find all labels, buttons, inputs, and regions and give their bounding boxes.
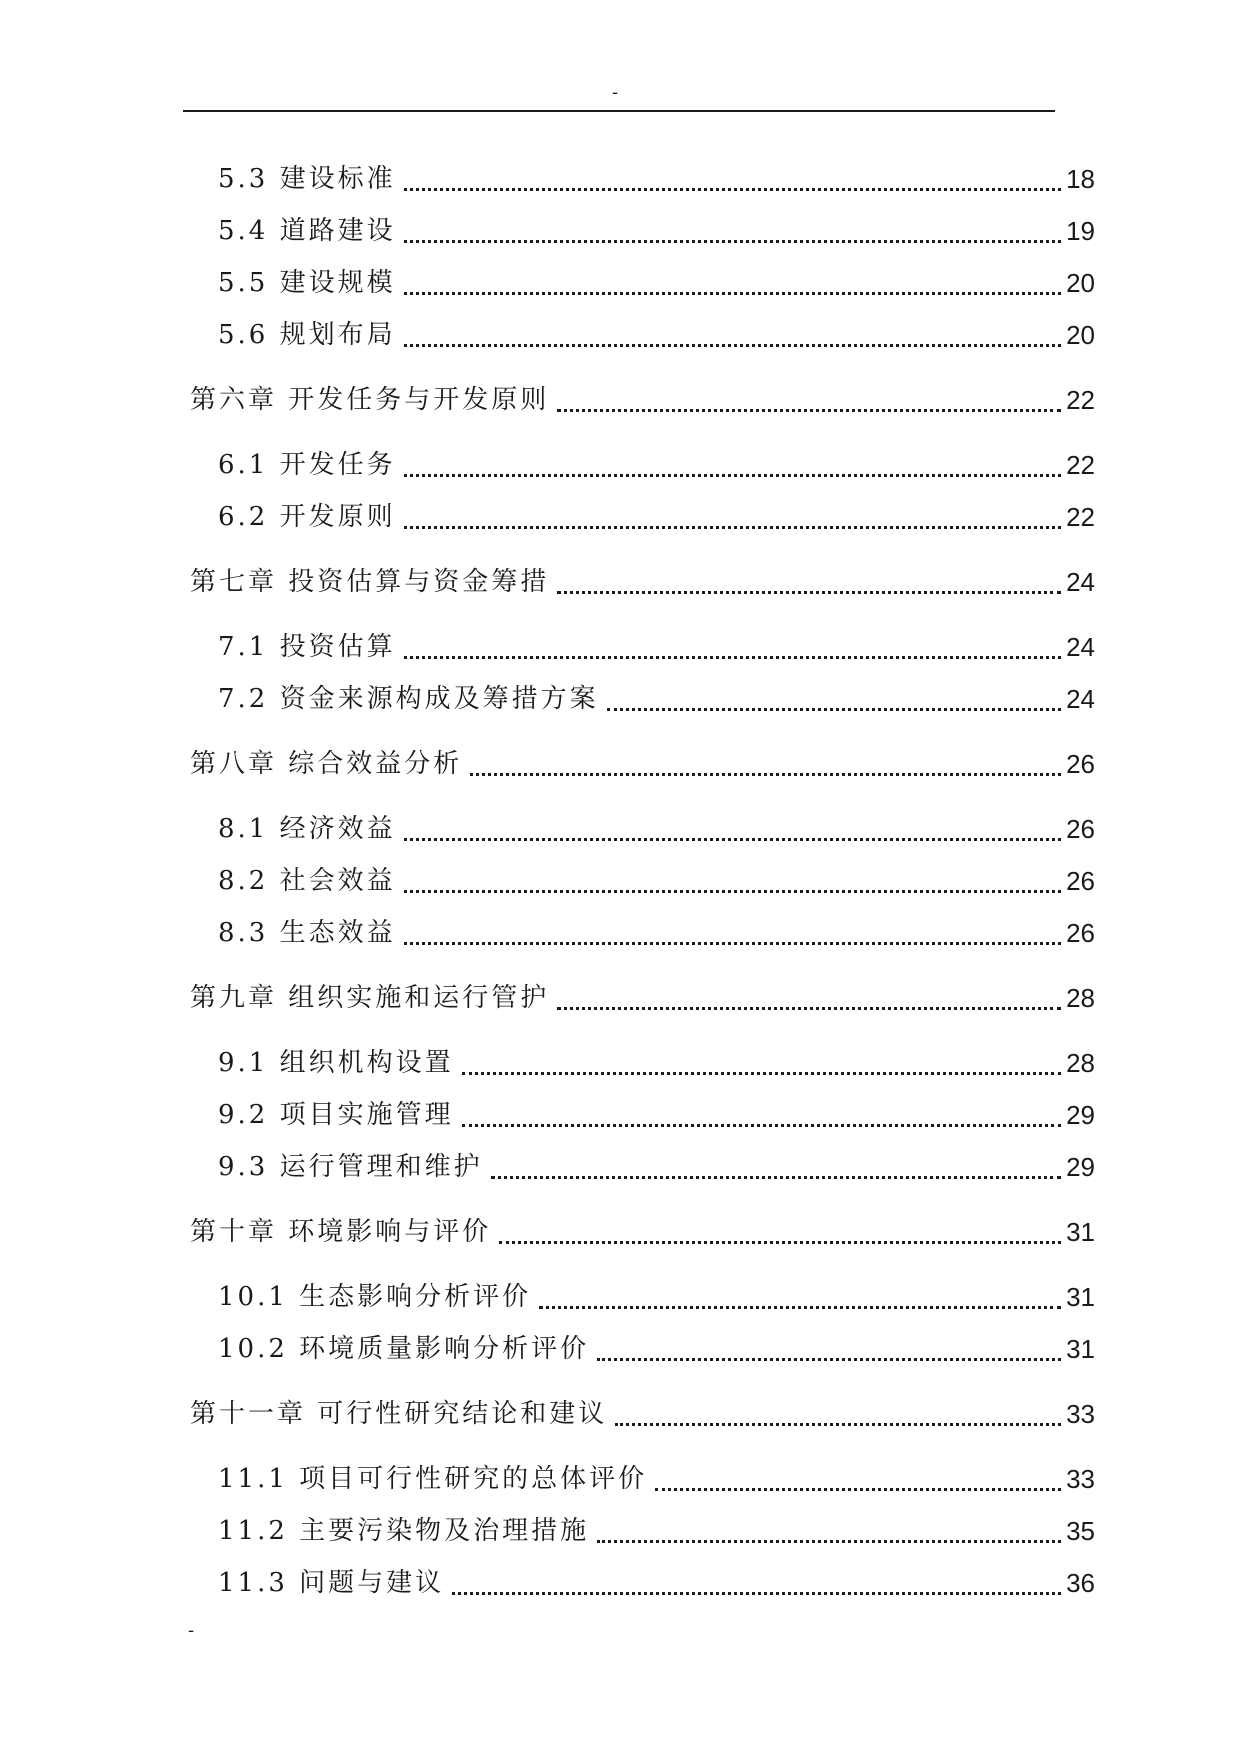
toc-dot-leader xyxy=(597,1358,1061,1361)
toc-dot-leader xyxy=(597,1540,1061,1543)
toc-section-entry[interactable] xyxy=(0,315,1241,355)
toc-dot-leader xyxy=(404,656,1061,659)
toc-entry-page-number: 31 xyxy=(1066,1217,1095,1247)
toc-entry-page-number: 18 xyxy=(1066,164,1095,194)
toc-entry-page-number: 26 xyxy=(1066,814,1095,844)
toc-entry-title: 5.5 建设规模 xyxy=(218,268,396,298)
toc-entry-page-number: 31 xyxy=(1066,1334,1095,1364)
toc-dot-leader xyxy=(404,474,1061,477)
toc-entry-title: 6.1 开发任务 xyxy=(218,450,396,480)
toc-dot-leader xyxy=(404,526,1061,529)
toc-entry-title: 11.2 主要污染物及治理措施 xyxy=(218,1516,590,1546)
toc-section-entry[interactable] xyxy=(0,627,1241,667)
toc-entry-page-number: 24 xyxy=(1066,632,1095,662)
toc-section-entry[interactable] xyxy=(0,497,1241,537)
toc-entry-page-number: 33 xyxy=(1066,1399,1095,1429)
toc-section-entry[interactable] xyxy=(0,1329,1241,1369)
toc-section-entry[interactable] xyxy=(0,1043,1241,1083)
toc-entry-title: 8.1 经济效益 xyxy=(218,814,396,844)
toc-section-entry[interactable] xyxy=(0,445,1241,485)
toc-entry-title: 第十章 环境影响与评价 xyxy=(190,1217,492,1247)
toc-entry-title: 6.2 开发原则 xyxy=(218,502,396,532)
toc-entry-title: 第八章 综合效益分析 xyxy=(190,749,463,779)
toc-section-entry[interactable] xyxy=(0,1277,1241,1317)
toc-chapter-entry[interactable] xyxy=(0,978,1241,1018)
toc-entry-page-number: 22 xyxy=(1066,385,1095,415)
toc-dot-leader xyxy=(615,1423,1061,1426)
toc-section-entry[interactable] xyxy=(0,211,1241,251)
toc-chapter-entry[interactable] xyxy=(0,1212,1241,1252)
toc-entry-title: 第六章 开发任务与开发原则 xyxy=(190,385,550,415)
toc-dot-leader xyxy=(655,1488,1061,1491)
header-mark: - xyxy=(612,82,619,103)
toc-entry-page-number: 35 xyxy=(1066,1516,1095,1546)
toc-section-entry[interactable] xyxy=(0,809,1241,849)
toc-dot-leader xyxy=(404,838,1061,841)
toc-entry-page-number: 33 xyxy=(1066,1464,1095,1494)
toc-dot-leader xyxy=(607,708,1061,711)
toc-entry-title: 第九章 组织实施和运行管护 xyxy=(190,983,550,1013)
toc-section-entry[interactable] xyxy=(0,159,1241,199)
toc-dot-leader xyxy=(557,409,1061,412)
toc-entry-title: 10.1 生态影响分析评价 xyxy=(218,1282,532,1312)
toc-dot-leader xyxy=(491,1176,1061,1179)
toc-section-entry[interactable] xyxy=(0,1563,1241,1603)
toc-dot-leader xyxy=(499,1241,1061,1244)
toc-entry-page-number: 20 xyxy=(1066,268,1095,298)
toc-chapter-entry[interactable] xyxy=(0,1394,1241,1434)
toc-entry-title: 11.3 问题与建议 xyxy=(218,1568,445,1598)
toc-entry-page-number: 31 xyxy=(1066,1282,1095,1312)
toc-entry-title: 5.4 道路建设 xyxy=(218,216,396,246)
toc-dot-leader xyxy=(452,1592,1061,1595)
toc-dot-leader xyxy=(462,1072,1061,1075)
toc-section-entry[interactable] xyxy=(0,1459,1241,1499)
toc-entry-title: 9.3 运行管理和维护 xyxy=(218,1152,483,1182)
toc-dot-leader xyxy=(404,890,1061,893)
toc-dot-leader xyxy=(404,240,1061,243)
toc-entry-title: 8.3 生态效益 xyxy=(218,918,396,948)
toc-section-entry[interactable] xyxy=(0,1147,1241,1187)
toc-entry-title: 9.2 项目实施管理 xyxy=(218,1100,454,1130)
toc-dot-leader xyxy=(462,1124,1061,1127)
toc-entry-title: 10.2 环境质量影响分析评价 xyxy=(218,1334,590,1364)
toc-chapter-entry[interactable] xyxy=(0,380,1241,420)
toc-entry-page-number: 26 xyxy=(1066,918,1095,948)
toc-entry-title: 5.3 建设标准 xyxy=(218,164,396,194)
toc-entry-page-number: 28 xyxy=(1066,983,1095,1013)
toc-entry-title: 8.2 社会效益 xyxy=(218,866,396,896)
toc-dot-leader xyxy=(470,773,1061,776)
toc-dot-leader xyxy=(404,292,1061,295)
toc-chapter-entry[interactable] xyxy=(0,562,1241,602)
toc-entry-page-number: 28 xyxy=(1066,1048,1095,1078)
toc-entry-page-number: 24 xyxy=(1066,684,1095,714)
toc-entry-page-number: 29 xyxy=(1066,1100,1095,1130)
toc-chapter-entry[interactable] xyxy=(0,744,1241,784)
toc-entry-title: 5.6 规划布局 xyxy=(218,320,396,350)
toc-dot-leader xyxy=(404,344,1061,347)
toc-entry-title: 11.1 项目可行性研究的总体评价 xyxy=(218,1464,648,1494)
toc-entry-page-number: 29 xyxy=(1066,1152,1095,1182)
toc-entry-page-number: 26 xyxy=(1066,749,1095,779)
toc-entry-title: 9.1 组织机构设置 xyxy=(218,1048,454,1078)
toc-section-entry[interactable] xyxy=(0,1511,1241,1551)
toc-entry-page-number: 26 xyxy=(1066,866,1095,896)
toc-section-entry[interactable] xyxy=(0,1095,1241,1135)
toc-section-entry[interactable] xyxy=(0,263,1241,303)
toc-dot-leader xyxy=(539,1306,1061,1309)
toc-entry-title: 第七章 投资估算与资金筹措 xyxy=(190,567,550,597)
toc-entry-page-number: 22 xyxy=(1066,450,1095,480)
toc-dot-leader xyxy=(557,1007,1061,1010)
toc-entry-title: 7.2 资金来源构成及筹措方案 xyxy=(218,684,599,714)
toc-section-entry[interactable] xyxy=(0,913,1241,953)
toc-section-entry[interactable] xyxy=(0,679,1241,719)
toc-entry-page-number: 20 xyxy=(1066,320,1095,350)
toc-entry-title: 第十一章 可行性研究结论和建议 xyxy=(190,1399,608,1429)
toc-dot-leader xyxy=(404,942,1061,945)
toc-entry-title: 7.1 投资估算 xyxy=(218,632,396,662)
toc-entry-page-number: 22 xyxy=(1066,502,1095,532)
toc-section-entry[interactable] xyxy=(0,861,1241,901)
toc-dot-leader xyxy=(557,591,1061,594)
footer-mark: - xyxy=(188,1620,195,1641)
toc-dot-leader xyxy=(404,188,1061,191)
toc-entry-page-number: 24 xyxy=(1066,567,1095,597)
toc-entry-page-number: 36 xyxy=(1066,1568,1095,1598)
toc-entry-page-number: 19 xyxy=(1066,216,1095,246)
